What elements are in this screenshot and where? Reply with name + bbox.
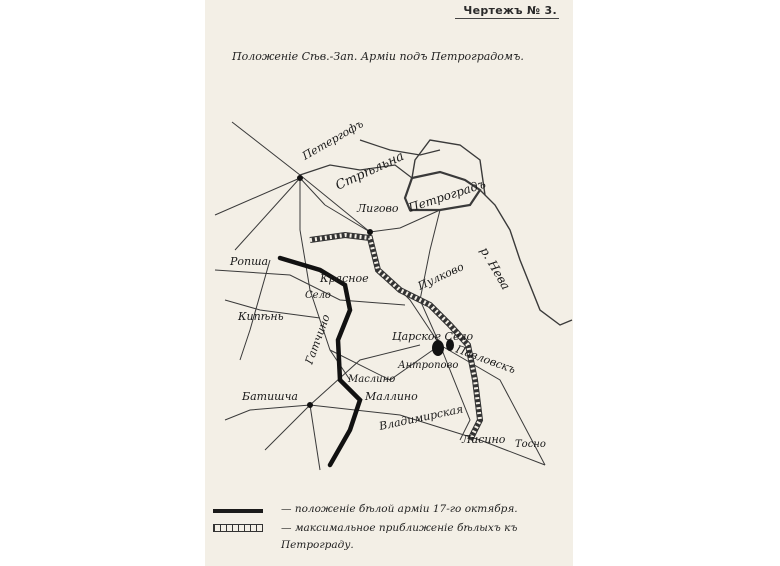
road xyxy=(235,178,300,250)
label-mallino: Маллино xyxy=(365,390,418,403)
label-krasnoe: Красное xyxy=(320,272,369,285)
label-petrograd: Петроградъ xyxy=(406,176,488,215)
label-pulkovo: Пулково xyxy=(415,260,466,293)
label-neva: р. Нева xyxy=(477,244,514,293)
label-tosno: Тосно xyxy=(515,439,546,450)
label-petergof: Петергофъ xyxy=(300,117,366,163)
label-gatchino: Гатчино xyxy=(302,312,333,367)
road xyxy=(215,178,325,215)
label-ropsha: Ропша xyxy=(230,255,269,268)
label-maslino: Маслино xyxy=(348,374,396,385)
label-selo: Село xyxy=(305,290,331,301)
town-marker xyxy=(307,402,313,408)
label-vladimirskaya: Владимирская xyxy=(377,402,465,433)
town-marker xyxy=(367,229,373,235)
label-lisino: Лисино xyxy=(462,433,506,446)
town-marker xyxy=(297,175,303,181)
road xyxy=(265,405,310,450)
drawing-number: Чертежъ № 3. xyxy=(463,4,557,17)
label-tsarskoe: Царское Село xyxy=(392,330,474,343)
map-title: Положеніе Сѣв.-Зап. Арміи подъ Петроградомъ. xyxy=(232,50,524,63)
road xyxy=(300,178,310,290)
legend-solid-line xyxy=(213,509,263,513)
legend-dashed-line xyxy=(213,524,263,532)
label-pavlovsk: Павловскъ xyxy=(453,342,518,377)
label-strelna: Стрѣльна xyxy=(333,148,407,194)
label-kipen: Кипѣнь xyxy=(238,310,284,323)
legend-dashed-label: — максимальное приближеніе бѣлыхъ къ Петрограду. xyxy=(281,522,518,551)
legend-solid-label: — положеніе бѣлой арміи 17-го октября. xyxy=(281,503,518,515)
label-ligovo: Лигово xyxy=(357,202,399,215)
label-batishcha: Батишча xyxy=(242,390,298,403)
label-antropovo: Антропово xyxy=(398,360,459,371)
road xyxy=(310,405,320,470)
